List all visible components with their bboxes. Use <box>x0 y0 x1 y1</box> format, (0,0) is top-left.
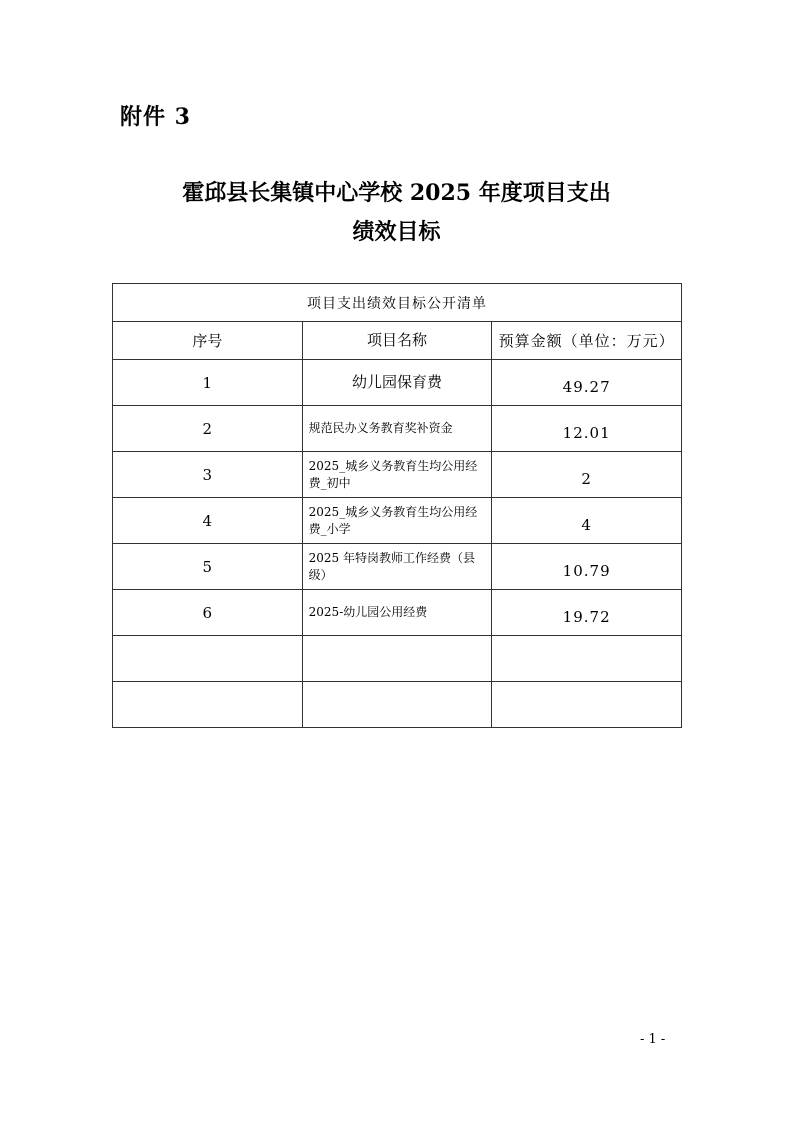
row-index: 1 <box>113 360 303 406</box>
row-amount: 12.01 <box>492 406 682 452</box>
row-amount: 2 <box>492 452 682 498</box>
row-index <box>113 636 303 682</box>
header-project-name: 项目名称 <box>302 322 492 360</box>
row-project-name: 2025_城乡义务教育生均公用经费_小学 <box>302 498 492 544</box>
header-index: 序号 <box>113 322 303 360</box>
row-project-name: 规范民办义务教育奖补资金 <box>302 406 492 452</box>
header-amount: 预算金额（单位：万元） <box>492 322 682 360</box>
table-row <box>113 544 682 590</box>
document-title: 霍邱县长集镇中心学校 2025 年度项目支出 <box>182 180 611 206</box>
table-caption-row <box>113 284 682 322</box>
row-project-name: 幼儿园保育费 <box>302 360 492 406</box>
table-row <box>113 590 682 636</box>
row-project-name <box>302 636 492 682</box>
row-index: 6 <box>113 590 303 636</box>
table-row <box>113 498 682 544</box>
row-project-name: 2025_城乡义务教育生均公用经费_初中 <box>302 452 492 498</box>
table-row <box>113 360 682 406</box>
row-index: 4 <box>113 498 303 544</box>
attachment-label: 附件 3 <box>120 104 191 130</box>
row-amount: 19.72 <box>492 590 682 636</box>
table-caption: 项目支出绩效目标公开清单 <box>113 284 682 322</box>
table-header-row <box>113 322 682 360</box>
row-amount: 4 <box>492 498 682 544</box>
table-row-empty <box>113 682 682 728</box>
row-index <box>113 682 303 728</box>
table-row <box>113 406 682 452</box>
row-project-name <box>302 682 492 728</box>
table-row-empty <box>113 636 682 682</box>
row-project-name: 2025 年特岗教师工作经费（县级） <box>302 544 492 590</box>
document-title-line2: 绩效目标 <box>352 219 441 245</box>
page-number: - 1 - <box>640 1032 666 1047</box>
row-project-name: 2025-幼儿园公用经费 <box>302 590 492 636</box>
row-index: 5 <box>113 544 303 590</box>
row-index: 2 <box>113 406 303 452</box>
row-index: 3 <box>113 452 303 498</box>
table-row <box>113 452 682 498</box>
row-amount: 49.27 <box>492 360 682 406</box>
row-amount: 10.79 <box>492 544 682 590</box>
row-amount <box>492 682 682 728</box>
budget-table <box>112 283 682 728</box>
row-amount <box>492 636 682 682</box>
